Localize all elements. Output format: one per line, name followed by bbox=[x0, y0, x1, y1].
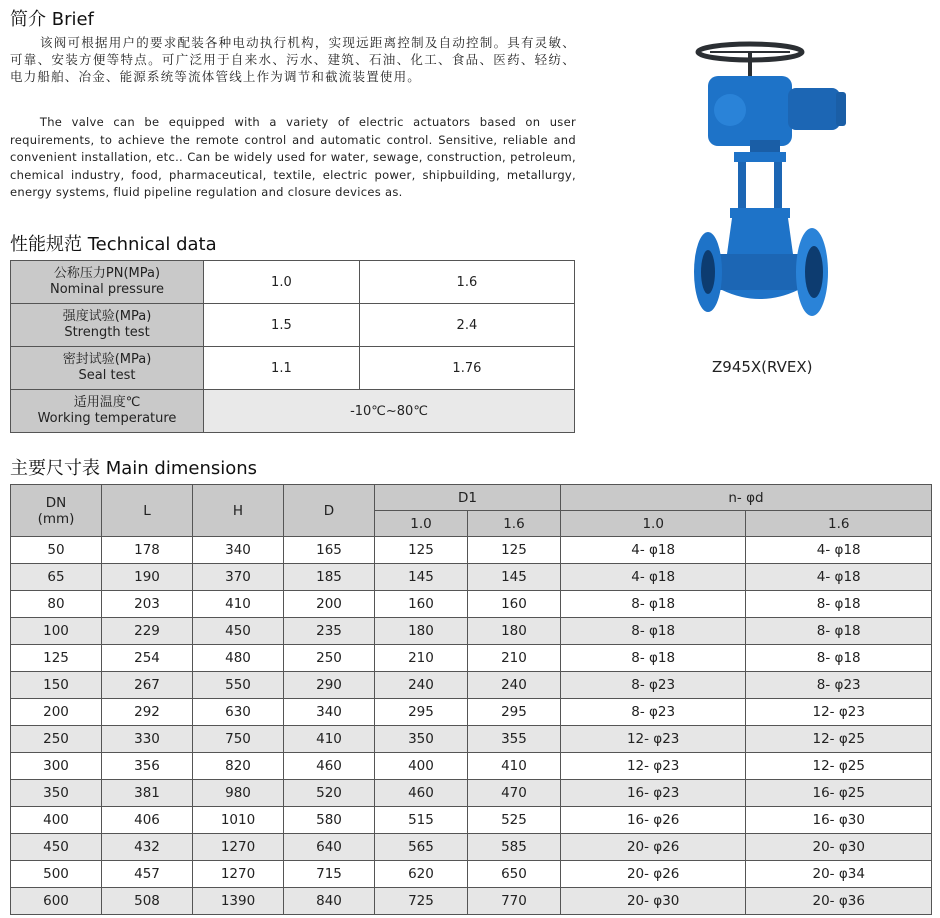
table-cell: 125 bbox=[375, 537, 468, 564]
header-h: H bbox=[193, 485, 284, 537]
table-cell: 65 bbox=[11, 564, 102, 591]
header-nd: n- φd bbox=[560, 485, 931, 511]
table-row bbox=[11, 888, 932, 915]
table-cell: 585 bbox=[467, 834, 560, 861]
table-row bbox=[11, 834, 932, 861]
table-cell: 50 bbox=[11, 537, 102, 564]
table-cell: 565 bbox=[375, 834, 468, 861]
table-cell: 350 bbox=[11, 780, 102, 807]
table-cell: 254 bbox=[102, 645, 193, 672]
table-cell: 235 bbox=[284, 618, 375, 645]
table-cell: 125 bbox=[467, 537, 560, 564]
table-cell: 715 bbox=[284, 861, 375, 888]
value-cell: 1.6 bbox=[359, 261, 574, 304]
table-row bbox=[11, 861, 932, 888]
table-cell: 145 bbox=[467, 564, 560, 591]
table-row bbox=[11, 618, 932, 645]
table-row bbox=[11, 699, 932, 726]
row-label bbox=[11, 304, 204, 347]
table-cell: 229 bbox=[102, 618, 193, 645]
table-cell: 203 bbox=[102, 591, 193, 618]
value-cell: 1.5 bbox=[204, 304, 360, 347]
table-cell: 20- φ36 bbox=[746, 888, 932, 915]
table-cell: 400 bbox=[375, 753, 468, 780]
label-cn: 适用温度℃ bbox=[73, 395, 141, 410]
table-cell: 840 bbox=[284, 888, 375, 915]
table-cell: 190 bbox=[102, 564, 193, 591]
table-cell: 250 bbox=[11, 726, 102, 753]
table-cell: 8- φ18 bbox=[746, 645, 932, 672]
table-cell: 8- φ23 bbox=[560, 699, 746, 726]
label-en: Strength test bbox=[64, 325, 150, 340]
table-cell: 250 bbox=[284, 645, 375, 672]
table-cell: 4- φ18 bbox=[560, 537, 746, 564]
label-cn: 强度试验(MPa) bbox=[62, 309, 152, 324]
table-row bbox=[11, 807, 932, 834]
table-cell: 1390 bbox=[193, 888, 284, 915]
value-cell: 1.1 bbox=[204, 347, 360, 390]
table-cell: 460 bbox=[375, 780, 468, 807]
table-cell: 150 bbox=[11, 672, 102, 699]
row-label bbox=[11, 390, 204, 433]
label-en: Seal test bbox=[78, 368, 136, 383]
technical-table bbox=[10, 260, 575, 433]
header-row bbox=[11, 485, 932, 511]
brief-text-english: The valve can be equipped with a variety of electric actuators based on user requirements, to achieve the remote control and automatic control. Sensitive, reliable and convenient installation, etc.. Can be widely used for water, sewage, construction, petroleum, chemical industry, food, pharmaceutical, textile, electric power, shipbuilding, metallurgy, energy systems, fluid pipeline regulation and closure devices as. bbox=[10, 115, 576, 199]
table-cell: 980 bbox=[193, 780, 284, 807]
table-cell: 160 bbox=[375, 591, 468, 618]
table-cell: 12- φ25 bbox=[746, 753, 932, 780]
table-cell: 12- φ23 bbox=[746, 699, 932, 726]
table-cell: 8- φ23 bbox=[746, 672, 932, 699]
technical-heading: 性能规范 Technical data bbox=[10, 234, 217, 255]
table-cell: 16- φ26 bbox=[560, 807, 746, 834]
table-cell: 145 bbox=[375, 564, 468, 591]
table-row bbox=[11, 564, 932, 591]
label-cn: 密封试验(MPa) bbox=[62, 352, 152, 367]
table-cell: 580 bbox=[284, 807, 375, 834]
gate-valve-icon bbox=[690, 40, 860, 340]
table-cell: 240 bbox=[467, 672, 560, 699]
table-cell: 330 bbox=[102, 726, 193, 753]
product-model-label: Z945X(RVEX) bbox=[712, 358, 813, 376]
table-cell: 500 bbox=[11, 861, 102, 888]
table-cell: 100 bbox=[11, 618, 102, 645]
table-row bbox=[11, 347, 575, 390]
label-en: Working temperature bbox=[37, 411, 177, 426]
table-cell: 8- φ18 bbox=[560, 618, 746, 645]
value-cell: 2.4 bbox=[359, 304, 574, 347]
row-label bbox=[11, 261, 204, 304]
table-cell: 200 bbox=[284, 591, 375, 618]
table-cell: 185 bbox=[284, 564, 375, 591]
header-dn: DN (mm) bbox=[11, 485, 102, 537]
table-cell: 290 bbox=[284, 672, 375, 699]
table-cell: 406 bbox=[102, 807, 193, 834]
table-cell: 240 bbox=[375, 672, 468, 699]
table-cell: 8- φ23 bbox=[560, 672, 746, 699]
table-cell: 550 bbox=[193, 672, 284, 699]
value-cell: -10℃~80℃ bbox=[204, 390, 575, 433]
table-cell: 450 bbox=[193, 618, 284, 645]
table-cell: 450 bbox=[11, 834, 102, 861]
table-cell: 470 bbox=[467, 780, 560, 807]
table-row bbox=[11, 753, 932, 780]
table-cell: 12- φ25 bbox=[746, 726, 932, 753]
table-cell: 1270 bbox=[193, 834, 284, 861]
table-row bbox=[11, 780, 932, 807]
table-row bbox=[11, 726, 932, 753]
table-cell: 292 bbox=[102, 699, 193, 726]
table-cell: 125 bbox=[11, 645, 102, 672]
table-cell: 200 bbox=[11, 699, 102, 726]
table-cell: 8- φ18 bbox=[560, 645, 746, 672]
table-cell: 8- φ18 bbox=[746, 591, 932, 618]
table-cell: 295 bbox=[467, 699, 560, 726]
table-cell: 80 bbox=[11, 591, 102, 618]
table-cell: 20- φ26 bbox=[560, 861, 746, 888]
table-row bbox=[11, 261, 575, 304]
table-cell: 8- φ18 bbox=[746, 618, 932, 645]
header-pressure: 1.6 bbox=[746, 511, 932, 537]
dimensions-table bbox=[10, 484, 932, 915]
table-cell: 432 bbox=[102, 834, 193, 861]
brief-text-chinese: 该阀可根据用户的要求配装各种电动执行机构，实现远距离控制及自动控制。具有灵敏、可靠、安装方便等特点。可广泛用于自来水、污水、建筑、石油、化工、食品、医药、轻纺、电力船舶、冶金、能源系统等流体管线上作为调节和截流装置使用。 bbox=[10, 35, 576, 84]
table-cell: 350 bbox=[375, 726, 468, 753]
table-cell: 16- φ25 bbox=[746, 780, 932, 807]
table-row bbox=[11, 390, 575, 433]
table-row bbox=[11, 645, 932, 672]
table-cell: 410 bbox=[284, 726, 375, 753]
table-cell: 12- φ23 bbox=[560, 753, 746, 780]
table-cell: 340 bbox=[193, 537, 284, 564]
table-cell: 400 bbox=[11, 807, 102, 834]
table-cell: 355 bbox=[467, 726, 560, 753]
table-cell: 300 bbox=[11, 753, 102, 780]
table-cell: 508 bbox=[102, 888, 193, 915]
table-cell: 600 bbox=[11, 888, 102, 915]
table-cell: 4- φ18 bbox=[746, 537, 932, 564]
header-pressure: 1.0 bbox=[375, 511, 468, 537]
table-cell: 340 bbox=[284, 699, 375, 726]
table-cell: 20- φ30 bbox=[560, 888, 746, 915]
table-cell: 160 bbox=[467, 591, 560, 618]
table-cell: 620 bbox=[375, 861, 468, 888]
header-pressure: 1.6 bbox=[467, 511, 560, 537]
table-cell: 20- φ26 bbox=[560, 834, 746, 861]
table-cell: 410 bbox=[193, 591, 284, 618]
table-cell: 180 bbox=[467, 618, 560, 645]
table-cell: 457 bbox=[102, 861, 193, 888]
table-cell: 1010 bbox=[193, 807, 284, 834]
table-cell: 180 bbox=[375, 618, 468, 645]
label-cn: 公称压力PN(MPa) bbox=[53, 266, 161, 281]
table-cell: 210 bbox=[467, 645, 560, 672]
table-row bbox=[11, 591, 932, 618]
table-row bbox=[11, 672, 932, 699]
table-cell: 525 bbox=[467, 807, 560, 834]
table-cell: 520 bbox=[284, 780, 375, 807]
header-pressure: 1.0 bbox=[560, 511, 746, 537]
table-cell: 8- φ18 bbox=[560, 591, 746, 618]
table-cell: 20- φ30 bbox=[746, 834, 932, 861]
brief-heading: 简介 Brief bbox=[10, 9, 94, 30]
table-cell: 515 bbox=[375, 807, 468, 834]
table-cell: 16- φ23 bbox=[560, 780, 746, 807]
table-cell: 165 bbox=[284, 537, 375, 564]
table-cell: 410 bbox=[467, 753, 560, 780]
label-en: Nominal pressure bbox=[49, 282, 165, 297]
table-row bbox=[11, 537, 932, 564]
table-cell: 12- φ23 bbox=[560, 726, 746, 753]
table-cell: 640 bbox=[284, 834, 375, 861]
table-cell: 370 bbox=[193, 564, 284, 591]
table-cell: 381 bbox=[102, 780, 193, 807]
table-cell: 480 bbox=[193, 645, 284, 672]
table-cell: 4- φ18 bbox=[746, 564, 932, 591]
table-cell: 820 bbox=[193, 753, 284, 780]
table-cell: 630 bbox=[193, 699, 284, 726]
table-cell: 1270 bbox=[193, 861, 284, 888]
table-cell: 725 bbox=[375, 888, 468, 915]
table-cell: 750 bbox=[193, 726, 284, 753]
table-cell: 650 bbox=[467, 861, 560, 888]
table-cell: 16- φ30 bbox=[746, 807, 932, 834]
header-d: D bbox=[284, 485, 375, 537]
table-cell: 4- φ18 bbox=[560, 564, 746, 591]
table-cell: 460 bbox=[284, 753, 375, 780]
table-row bbox=[11, 304, 575, 347]
table-cell: 356 bbox=[102, 753, 193, 780]
row-label bbox=[11, 347, 204, 390]
table-cell: 178 bbox=[102, 537, 193, 564]
value-cell: 1.0 bbox=[204, 261, 360, 304]
dimensions-body bbox=[11, 537, 932, 915]
dimensions-heading: 主要尺寸表 Main dimensions bbox=[10, 458, 258, 479]
table-cell: 770 bbox=[467, 888, 560, 915]
table-cell: 267 bbox=[102, 672, 193, 699]
header-l: L bbox=[102, 485, 193, 537]
header-d1: D1 bbox=[375, 485, 561, 511]
value-cell: 1.76 bbox=[359, 347, 574, 390]
table-cell: 295 bbox=[375, 699, 468, 726]
table-cell: 20- φ34 bbox=[746, 861, 932, 888]
table-cell: 210 bbox=[375, 645, 468, 672]
